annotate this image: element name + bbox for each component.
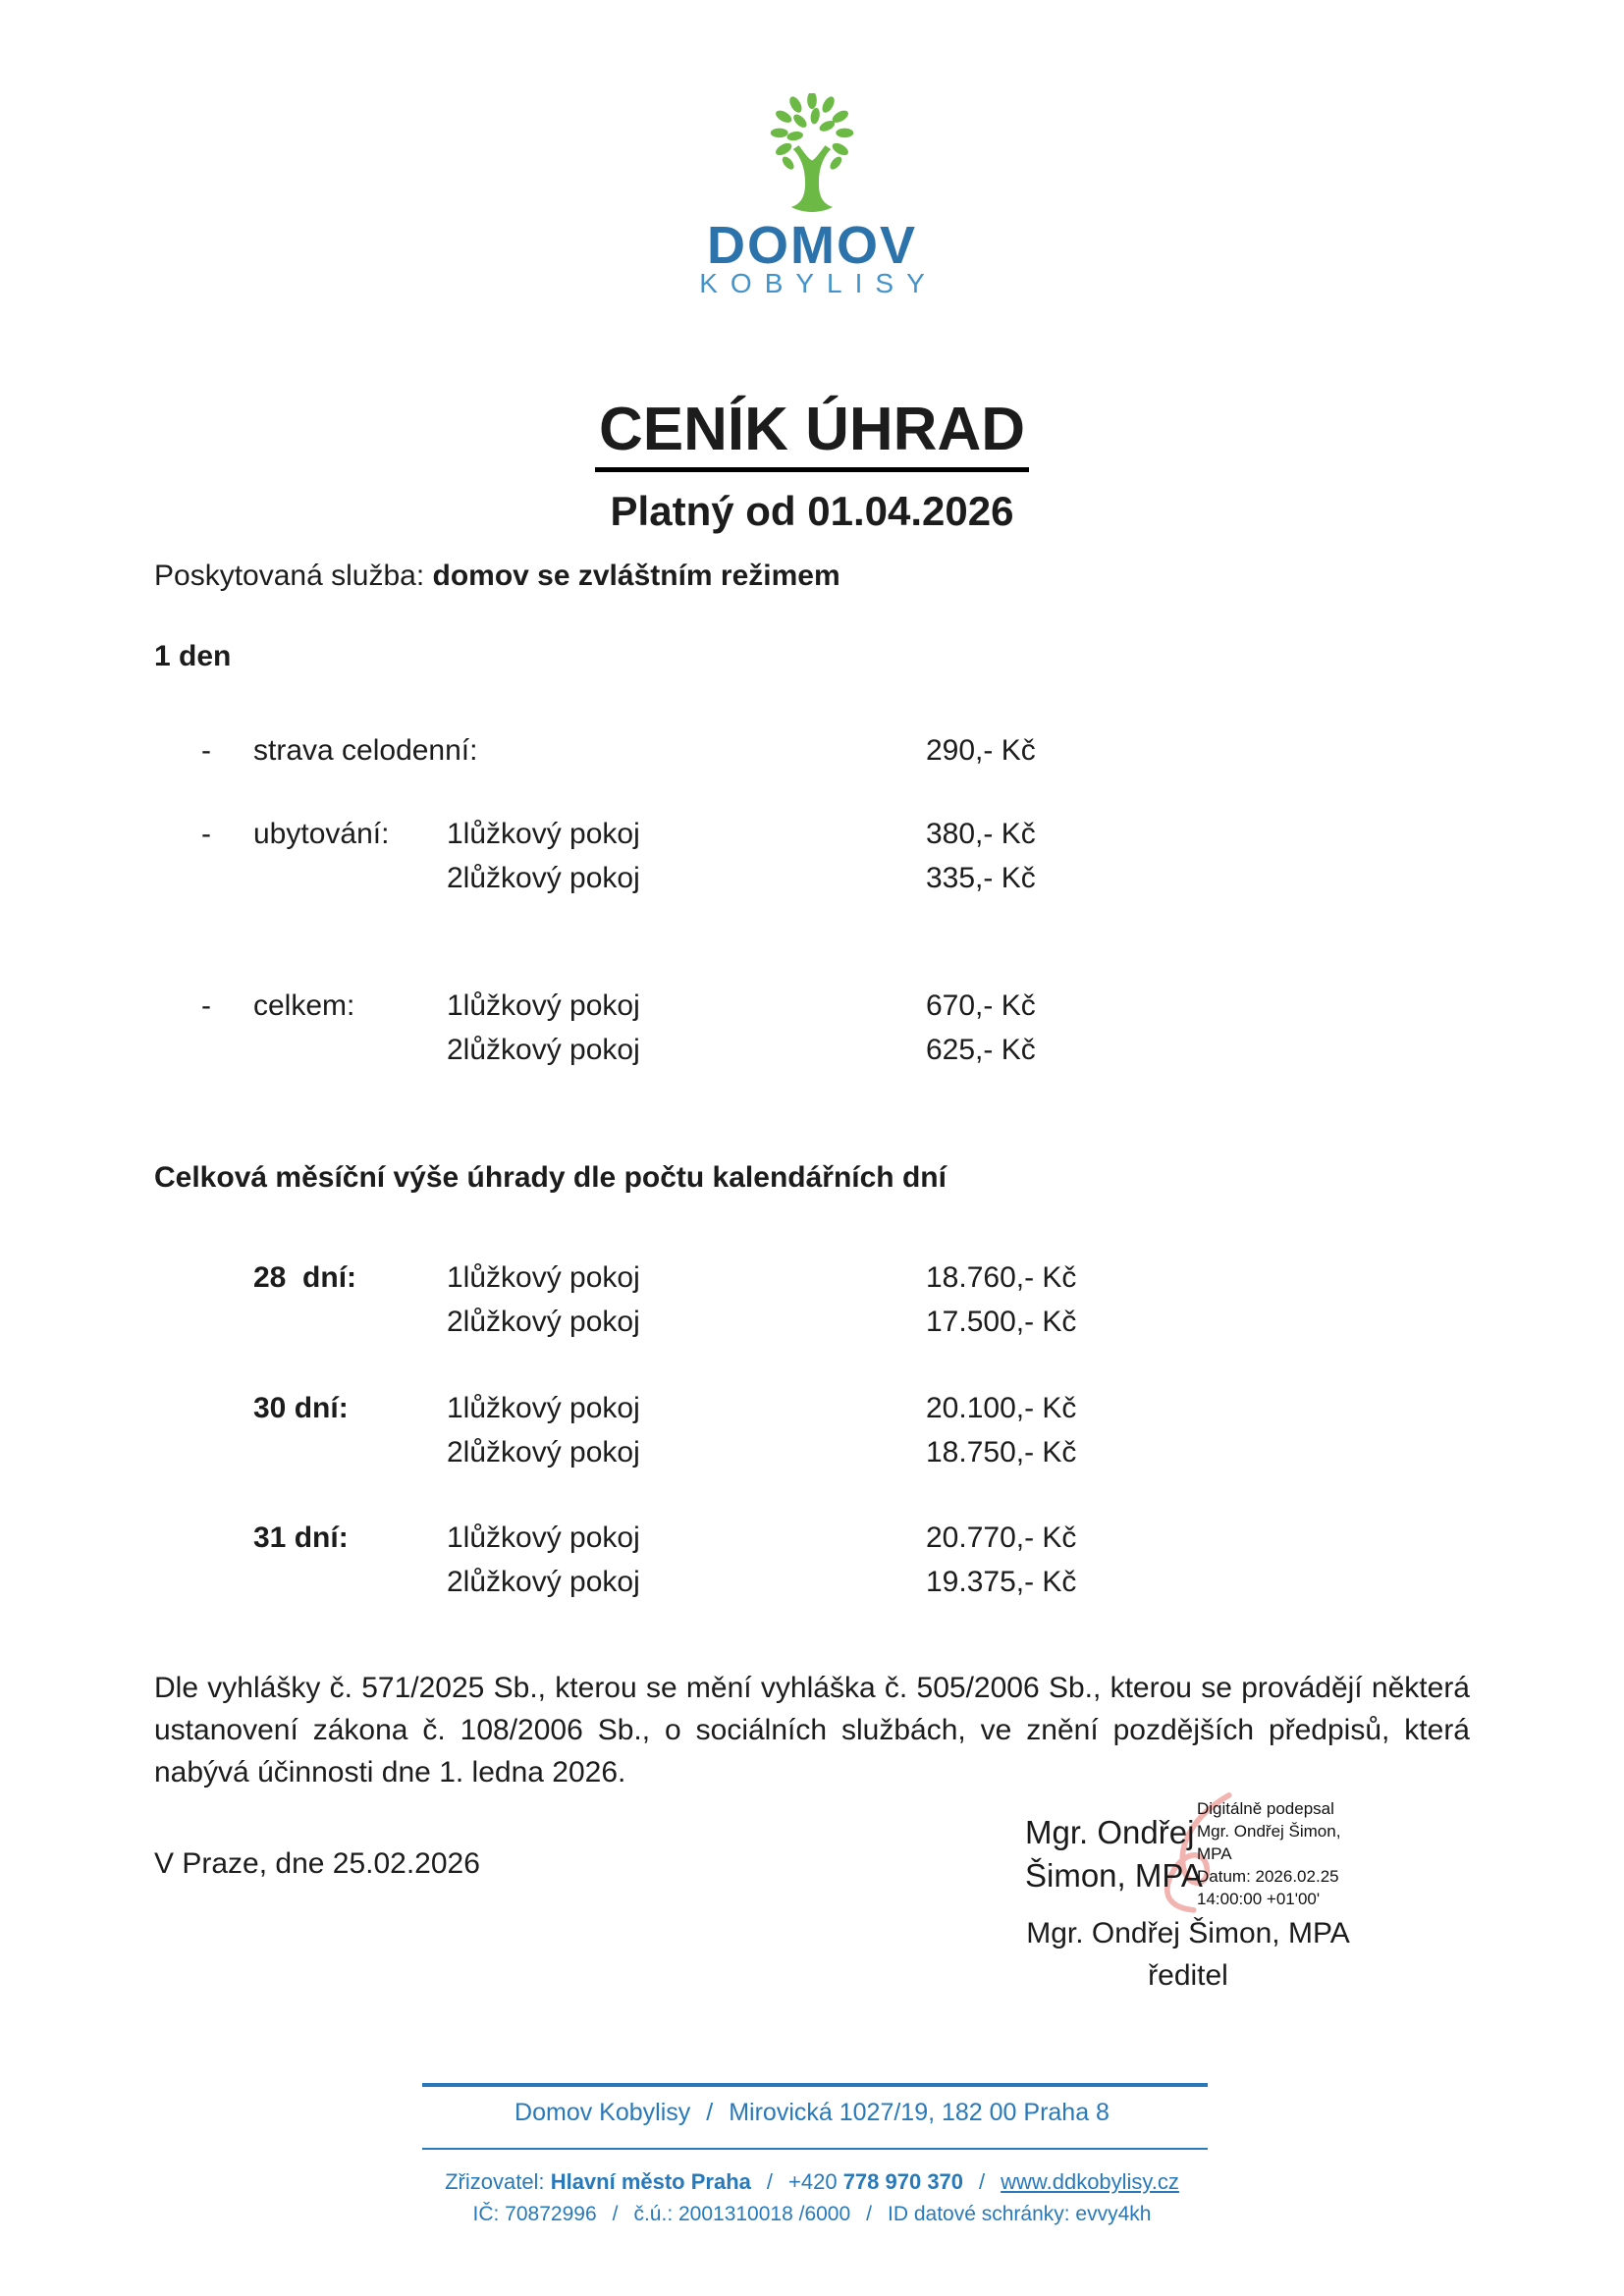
- dash: -: [201, 989, 211, 1022]
- dash: -: [201, 734, 211, 767]
- service-value: domov se zvláštním režimem: [432, 560, 840, 592]
- cert-line: Datum: 2026.02.25: [1197, 1867, 1339, 1886]
- footer-id-line: [0, 2203, 1624, 2226]
- service-label: Poskytovaná služba:: [154, 560, 425, 592]
- cert-line: 14:00:00 +01'00': [1197, 1890, 1321, 1908]
- room-label: 1lůžkový pokoj: [447, 818, 640, 850]
- price-value: 625,- Kč: [926, 1034, 1036, 1066]
- monthly-block-label: 28 dní:: [253, 1261, 357, 1294]
- signer-name: Mgr. Ondřej Šimon, MPA: [1026, 1917, 1350, 1949]
- room-label: 1lůžkový pokoj: [447, 1261, 640, 1294]
- footer-separator: /: [612, 2203, 619, 2225]
- price-row: [0, 1034, 1624, 1073]
- price-value: 18.760,- Kč: [926, 1261, 1077, 1294]
- phone-prefix: +420: [788, 2169, 838, 2194]
- price-value: 670,- Kč: [926, 989, 1036, 1022]
- signature-stamp-line1: Mgr. Ondřej: [1025, 1814, 1195, 1850]
- price-row: [0, 1306, 1624, 1345]
- signer-role: ředitel: [1148, 1959, 1228, 1992]
- logo-subname: KOBYLISY: [699, 268, 938, 298]
- price-value: 380,- Kč: [926, 818, 1036, 850]
- section-heading-1den: 1 den: [154, 640, 232, 672]
- monthly-heading: Celková měsíční výše úhrady dle počtu kalendářních dní: [154, 1161, 947, 1194]
- bank-account: č.ú.: 2001310018 /6000: [633, 2203, 851, 2225]
- room-label: 2lůžkový pokoj: [447, 1436, 640, 1468]
- phone-number: 778 970 370: [842, 2169, 964, 2194]
- price-row: [0, 1392, 1624, 1431]
- price-row: [0, 1566, 1624, 1605]
- place-date: V Praze, dne 25.02.2026: [154, 1847, 480, 1880]
- room-label: 2lůžkový pokoj: [447, 1306, 640, 1338]
- cert-line: Digitálně podepsal: [1197, 1799, 1334, 1818]
- price-row: [0, 1522, 1624, 1561]
- room-label: 1lůžkový pokoj: [447, 1392, 640, 1424]
- price-value: 290,- Kč: [926, 734, 1036, 767]
- footer-rule-bottom: [422, 2148, 1208, 2150]
- legal-paragraph: Dle vyhlášky č. 571/2025 Sb., kterou se mění vyhláška č. 505/2006 Sb., kterou se provádějí některá ustanovení zákona č. 108/2006 Sb., o sociálních službách, ve znění pozdějších předpisů, která nabývá účinnosti dne 1. ledna 2026.: [154, 1672, 1470, 1789]
- price-value: 20.770,- Kč: [926, 1522, 1077, 1554]
- cert-line: Mgr. Ondřej Šimon,: [1197, 1822, 1341, 1841]
- price-row: [0, 818, 1624, 857]
- signature-cert-details: [1197, 1797, 1379, 1910]
- item-label: celkem:: [253, 989, 355, 1022]
- price-value: 19.375,- Kč: [926, 1566, 1077, 1598]
- price-row: [0, 1436, 1624, 1475]
- room-label: 2lůžkový pokoj: [447, 1566, 640, 1598]
- price-row: [0, 862, 1624, 901]
- founder-label: Zřizovatel:: [445, 2169, 545, 2194]
- dash: -: [201, 818, 211, 850]
- footer-separator: /: [866, 2203, 873, 2225]
- room-label: 2lůžkový pokoj: [447, 862, 640, 894]
- price-value: 335,- Kč: [926, 862, 1036, 894]
- signature-stamp-line2: Šimon, MPA: [1025, 1857, 1203, 1894]
- room-label: 2lůžkový pokoj: [447, 1034, 640, 1066]
- validity-subtitle: Platný od 01.04.2026: [610, 488, 1014, 534]
- service-line: [154, 560, 840, 593]
- footer-org-name: Domov Kobylisy: [514, 2099, 691, 2126]
- logo-name: DOMOV: [706, 216, 917, 275]
- founder-value: Hlavní město Praha: [550, 2169, 751, 2194]
- price-value: 20.100,- Kč: [926, 1392, 1077, 1424]
- footer-separator: /: [979, 2169, 986, 2194]
- databox-id: ID datové schránky: evvy4kh: [888, 2203, 1152, 2225]
- footer-separator: /: [766, 2169, 773, 2194]
- room-label: 1lůžkový pokoj: [447, 1522, 640, 1554]
- footer-founder-line: [0, 2169, 1624, 2195]
- website-link[interactable]: www.ddkobylisy.cz: [1001, 2169, 1179, 2194]
- price-row: [0, 989, 1624, 1029]
- footer-street: Mirovická 1027/19, 182 00 Praha 8: [729, 2099, 1110, 2126]
- footer-rule-top: [422, 2083, 1208, 2087]
- price-row: [0, 734, 1624, 774]
- footer-separator: /: [706, 2099, 714, 2126]
- item-label: ubytování:: [253, 818, 390, 850]
- company-ic: IČ: 70872996: [472, 2203, 597, 2225]
- price-value: 18.750,- Kč: [926, 1436, 1077, 1468]
- monthly-block-label: 31 dní:: [253, 1522, 349, 1554]
- page-title: CENÍK ÚHRAD: [595, 395, 1029, 472]
- price-value: 17.500,- Kč: [926, 1306, 1077, 1338]
- footer-address: [0, 2099, 1624, 2127]
- monthly-block-label: 30 dní:: [253, 1392, 349, 1424]
- cert-line: MPA: [1197, 1844, 1232, 1863]
- item-label: strava celodenní:: [253, 734, 478, 767]
- price-row: [0, 1261, 1624, 1301]
- room-label: 1lůžkový pokoj: [447, 989, 640, 1022]
- tree-logo-icon: [765, 93, 859, 214]
